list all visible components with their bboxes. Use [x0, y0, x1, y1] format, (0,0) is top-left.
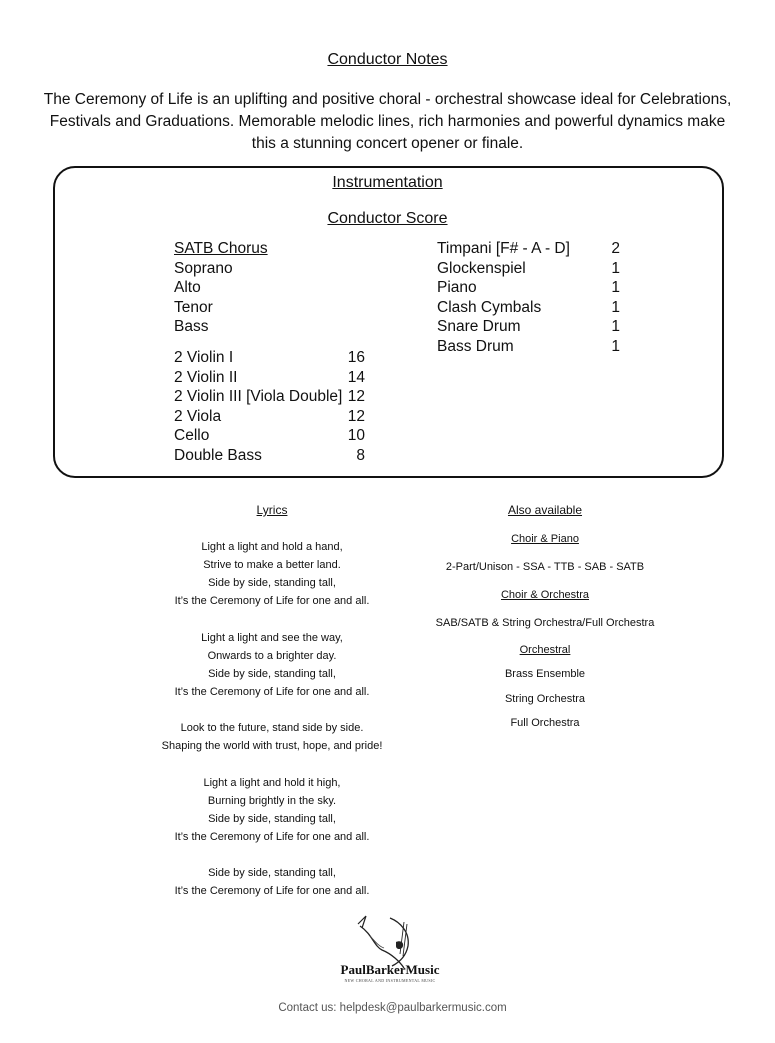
category-heading: Choir & Piano — [511, 533, 579, 545]
lyric-line: Side by side, standing tall, — [208, 668, 336, 680]
lyric-line: Light a light and hold a hand, — [201, 541, 343, 553]
percussion-instrument: Snare Drum — [437, 318, 521, 335]
percussion-quantity: 2 — [611, 240, 620, 257]
lyric-line: Look to the future, stand side by side. — [180, 722, 364, 734]
arrangement-item: Full Orchestra — [510, 717, 580, 729]
lyric-line: It’s the Ceremony of Life for one and all. — [174, 885, 370, 897]
lyric-line: Side by side, standing tall, — [208, 813, 336, 825]
choir-part: Alto — [174, 279, 201, 296]
contact-line: Contact us: helpdesk@paulbarkermusic.com — [278, 1002, 507, 1014]
percussion-instrument: Timpani [F# - A - D] — [437, 240, 570, 257]
category-heading: Orchestral — [519, 644, 571, 656]
string-quantity: 8 — [356, 446, 365, 464]
lyric-line: Side by side, standing tall, — [208, 577, 336, 589]
also-available-title: Also available — [507, 503, 583, 517]
percussion-quantity: 1 — [611, 259, 620, 277]
choir-heading: SATB Chorus — [174, 240, 268, 257]
lyric-line: Strive to make a better land. — [203, 559, 341, 571]
lyric-line: It’s the Ceremony of Life for one and all. — [174, 686, 370, 698]
percussion-quantity: 1 — [611, 279, 620, 296]
string-instrument: 2 Violin II — [174, 368, 238, 386]
lyric-line: Light a light and see the way, — [201, 632, 343, 644]
string-instrument: 2 Viola — [174, 407, 222, 425]
paul-barker-music-logo — [330, 912, 450, 988]
lyric-line: Light a light and hold it high, — [203, 777, 341, 789]
arrangement-item: SAB/SATB & String Orchestra/Full Orchestra — [435, 617, 655, 629]
category-heading: Choir & Orchestra — [500, 589, 590, 601]
percussion-quantity: 1 — [611, 318, 620, 335]
arrangement-item: 2-Part/Unison - SSA - TTB - SAB - SATB — [445, 561, 645, 573]
arrangement-item: Brass Ensemble — [504, 668, 586, 680]
string-instrument: 2 Violin I — [174, 349, 234, 366]
lyric-line: Shaping the world with trust, hope, and pride! — [161, 740, 383, 752]
string-instrument: Cello — [174, 427, 210, 444]
instrumentation-title: Instrumentation — [332, 174, 443, 191]
string-quantity: 16 — [347, 349, 365, 366]
intro-paragraph: The Ceremony of Life is an uplifting and positive choral - orchestral showcase ideal for Celebrations, Festivals and Graduations. Memorable melodic lines, rich harmonies and powerful dynamics make this a stunning concert opener or finale. — [43, 91, 732, 152]
logo-wordmark: PaulBarkerMusic — [340, 962, 440, 977]
lyrics-title: Lyrics — [256, 503, 288, 517]
arrangement-item: String Orchestra — [504, 693, 586, 705]
string-quantity: 14 — [347, 368, 365, 386]
lyric-line: Side by side, standing tall, — [208, 867, 336, 879]
choir-part: Bass — [174, 318, 209, 335]
choir-part: Soprano — [174, 259, 233, 277]
percussion-quantity: 1 — [611, 298, 620, 316]
string-quantity: 10 — [347, 427, 365, 444]
percussion-instrument: Glockenspiel — [437, 259, 526, 277]
choir-part: Tenor — [174, 298, 213, 316]
string-quantity: 12 — [347, 407, 365, 425]
string-quantity: 12 — [347, 388, 365, 405]
string-instrument: Double Bass — [174, 446, 262, 464]
lyric-line: Onwards to a brighter day. — [207, 650, 337, 662]
string-instrument: 2 Violin III [Viola Double] — [174, 388, 343, 405]
lyric-line: It’s the Ceremony of Life for one and all. — [174, 595, 370, 607]
logo-tagline: NEW CHORAL AND INSTRUMENTAL MUSIC — [344, 978, 436, 983]
percussion-instrument: Piano — [437, 279, 477, 296]
percussion-quantity: 1 — [611, 337, 620, 355]
lyric-line: It’s the Ceremony of Life for one and all. — [174, 831, 370, 843]
lyric-line: Burning brightly in the sky. — [207, 795, 337, 807]
page-heading: Conductor Notes — [327, 51, 448, 68]
percussion-instrument: Bass Drum — [437, 337, 514, 355]
percussion-instrument: Clash Cymbals — [437, 298, 542, 316]
conductor-score-title: Conductor Score — [327, 210, 448, 227]
